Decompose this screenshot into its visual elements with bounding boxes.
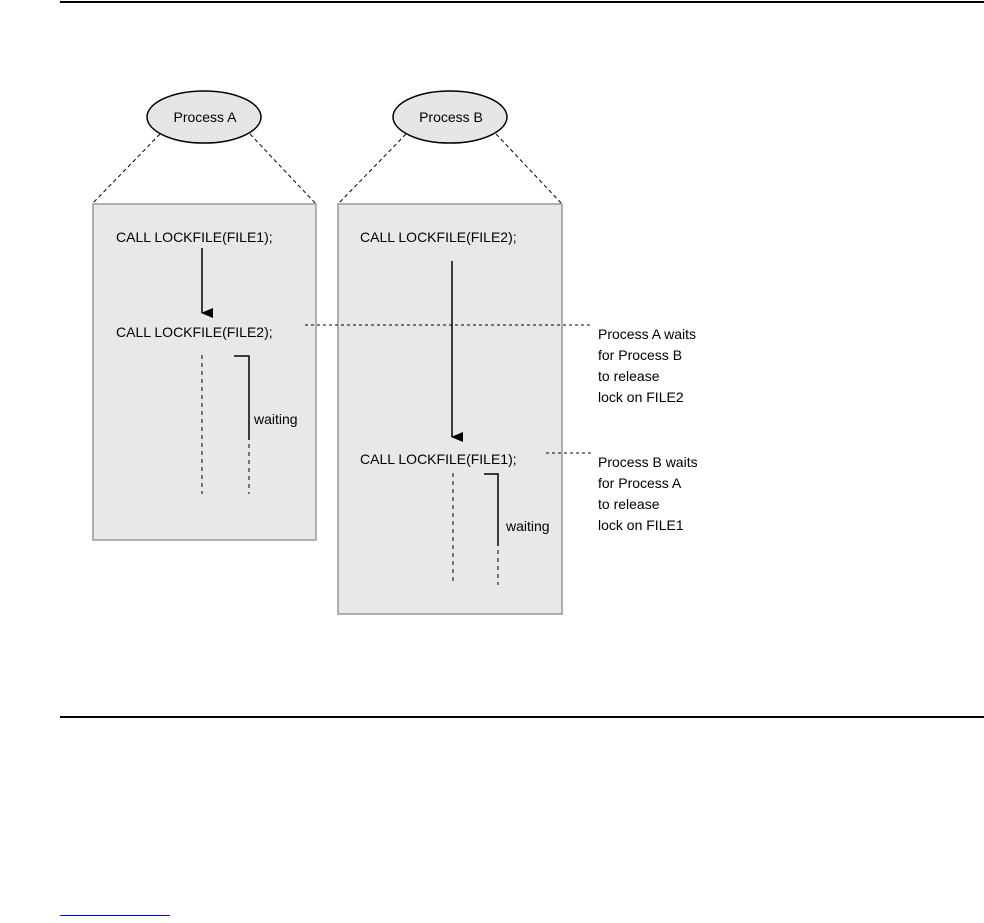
note-b-line-4: lock on FILE1: [598, 517, 684, 533]
process-b-connector-left: [338, 134, 406, 204]
process-a-box: [93, 204, 316, 540]
process-a-line2: CALL LOCKFILE(FILE2);: [116, 324, 273, 340]
bottom-link-underline[interactable]: [60, 915, 170, 916]
process-a-label: Process A: [173, 109, 237, 125]
process-b-box: [338, 204, 562, 614]
note-a-line-1: Process A waits: [598, 326, 697, 342]
process-b-group: [338, 91, 562, 614]
note-a-line-2: for Process B: [598, 347, 683, 363]
process-b-line2: CALL LOCKFILE(FILE1);: [360, 451, 517, 467]
note-a-line-3: to release: [598, 368, 660, 384]
process-b-connector-right: [496, 134, 562, 204]
process-b-label: Process B: [419, 109, 483, 125]
process-b-waiting-label: waiting: [506, 518, 550, 534]
note-b-line-3: to release: [598, 496, 660, 512]
process-a-group: [92, 91, 316, 540]
note-b-line-2: for Process A: [598, 475, 682, 491]
process-a-waiting-label: waiting: [254, 411, 298, 427]
process-a-connector-left: [92, 134, 160, 204]
note-b-group: [546, 453, 698, 533]
process-b-line1: CALL LOCKFILE(FILE2);: [360, 229, 517, 245]
process-a-line1: CALL LOCKFILE(FILE1);: [116, 229, 273, 245]
note-b-line-1: Process B waits: [598, 454, 698, 470]
process-a-connector-right: [250, 134, 316, 204]
note-a-line-4: lock on FILE2: [598, 389, 684, 405]
bottom-rule: [60, 716, 984, 718]
